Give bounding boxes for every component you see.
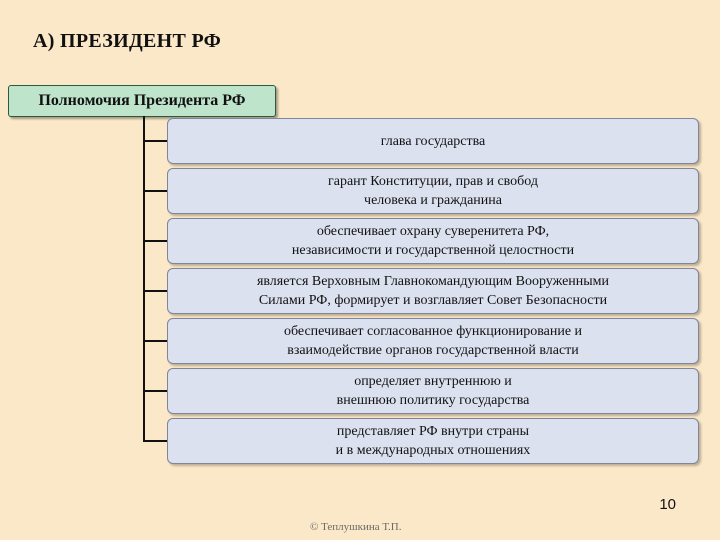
page-number: 10 — [659, 496, 676, 513]
connector-line — [143, 440, 168, 442]
connector-line — [143, 390, 168, 392]
power-item-commander-in-chief: является Верховным Главнокомандующим Вооруженными Силами РФ, формирует и возглавляет Совет Безопасности — [167, 268, 699, 314]
slide-title: А) ПРЕЗИДЕНТ РФ — [33, 30, 222, 52]
power-item-coordination: обеспечивает согласованное функционирование и взаимодействие органов государственной власти — [167, 318, 699, 364]
powers-header-box — [8, 85, 276, 117]
power-item-sovereignty: обеспечивает охрану суверенитета РФ, независимости и государственной целостности — [167, 218, 699, 264]
connector-line — [143, 240, 168, 242]
powers-header-label: Полномочия Президента РФ — [38, 92, 246, 109]
connector-line — [143, 290, 168, 292]
connector-line — [143, 140, 168, 142]
connector-line — [143, 190, 168, 192]
footer-credit: © Теплушкина Т.П. — [310, 521, 402, 533]
power-item-constitution-guarantor: гарант Конституции, прав и свобод человека и гражданина — [167, 168, 699, 214]
connector-line — [143, 340, 168, 342]
tree-trunk-line — [143, 116, 145, 441]
power-item-policy: определяет внутреннюю и внешнюю политику государства — [167, 368, 699, 414]
power-item-head-of-state: глава государства — [167, 118, 699, 164]
power-item-representation: представляет РФ внутри страны и в международных отношениях — [167, 418, 699, 464]
